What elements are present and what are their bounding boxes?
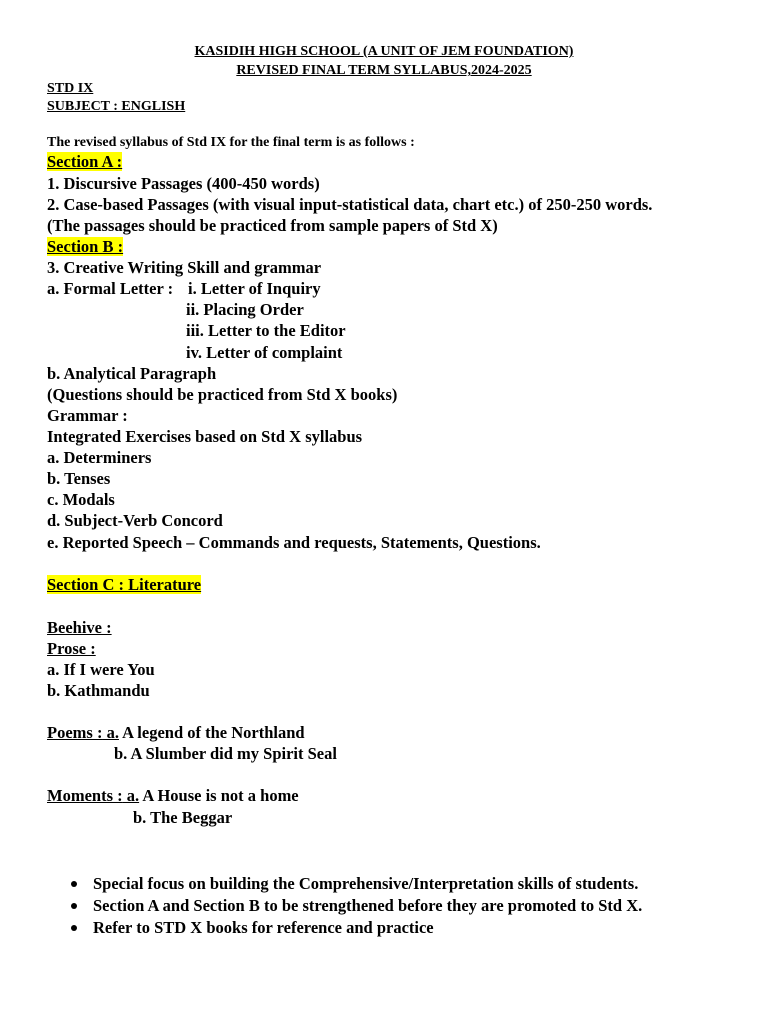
poems-first-title: A legend of the Northland: [118, 723, 305, 742]
moments-line: [47, 788, 299, 805]
section-b-note: (Questions should be practiced from Std X books): [47, 385, 398, 404]
grammar-item: a. Determiners: [47, 448, 152, 467]
moments-first-prefix: a.: [122, 786, 140, 805]
section-a-item: 2. Case-based Passages (with visual input-statistical data, chart etc.) of 250-250 words.: [47, 195, 653, 214]
prose-heading: Prose :: [47, 639, 96, 658]
analytical-paragraph-item: b. Analytical Paragraph: [47, 364, 217, 383]
creative-writing-item: 3. Creative Writing Skill and grammar: [47, 258, 322, 277]
poem-item: b. A Slumber did my Spirit Seal: [114, 744, 337, 763]
grammar-item: d. Subject-Verb Concord: [47, 511, 223, 530]
school-name: KASIDIH HIGH SCHOOL (A UNIT OF JEM FOUNDATION): [194, 44, 574, 59]
note-text: Refer to STD X books for reference and practice: [93, 918, 434, 937]
section-a-item: 1. Discursive Passages (400-450 words): [47, 174, 320, 193]
grammar-heading: Grammar :: [47, 406, 128, 425]
std-label: STD IX: [47, 81, 94, 96]
prose-item: a. If I were You: [47, 660, 155, 679]
formal-letter-item: iv. Letter of complaint: [186, 343, 343, 362]
note-item: [70, 917, 642, 939]
formal-letter-item: ii. Placing Order: [186, 300, 304, 319]
moments-label: Moments :: [47, 786, 123, 805]
grammar-item: b. Tenses: [47, 469, 111, 488]
moments-item: b. The Beggar: [133, 808, 233, 827]
note-item: [70, 895, 642, 917]
note-text: Special focus on building the Comprehensive/Interpretation skills of students.: [93, 874, 639, 893]
beehive-heading: Beehive :: [47, 618, 112, 637]
grammar-item: c. Modals: [47, 490, 115, 509]
section-a-note: (The passages should be practiced from sample papers of Std X): [47, 216, 498, 235]
bullet-icon: [71, 925, 77, 931]
poems-label: Poems :: [47, 723, 103, 742]
section-c-heading: [47, 577, 201, 594]
moments-first-title: A House is not a home: [139, 786, 299, 805]
formal-letter-item: i. Letter of Inquiry: [188, 279, 321, 298]
poems-first-prefix: a.: [102, 723, 119, 742]
bullet-icon: [71, 881, 77, 887]
intro-text: The revised syllabus of Std IX for the final term is as follows :: [47, 135, 415, 150]
section-b-heading-text: Section B :: [47, 237, 124, 256]
poems-line: [47, 725, 305, 742]
subject-label: SUBJECT : ENGLISH: [47, 99, 186, 114]
grammar-intro: Integrated Exercises based on Std X syllabus: [47, 427, 363, 446]
bullet-icon: [71, 903, 77, 909]
section-c-heading-text: Section C : Literature: [47, 575, 202, 594]
formal-letter-item: iii. Letter to the Editor: [186, 321, 346, 340]
note-item: [70, 873, 642, 895]
section-a-heading: [47, 154, 122, 171]
notes-list: [70, 873, 642, 939]
section-b-heading: [47, 239, 123, 256]
syllabus-title: REVISED FINAL TERM SYLLABUS,2024-2025: [236, 63, 532, 78]
section-a-heading-text: Section A :: [47, 152, 123, 171]
formal-letter-label: a. Formal Letter :: [47, 279, 174, 298]
grammar-item: e. Reported Speech – Commands and requests, Statements, Questions.: [47, 533, 541, 552]
prose-item: b. Kathmandu: [47, 681, 150, 700]
note-text: Section A and Section B to be strengthened before they are promoted to Std X.: [93, 896, 643, 915]
